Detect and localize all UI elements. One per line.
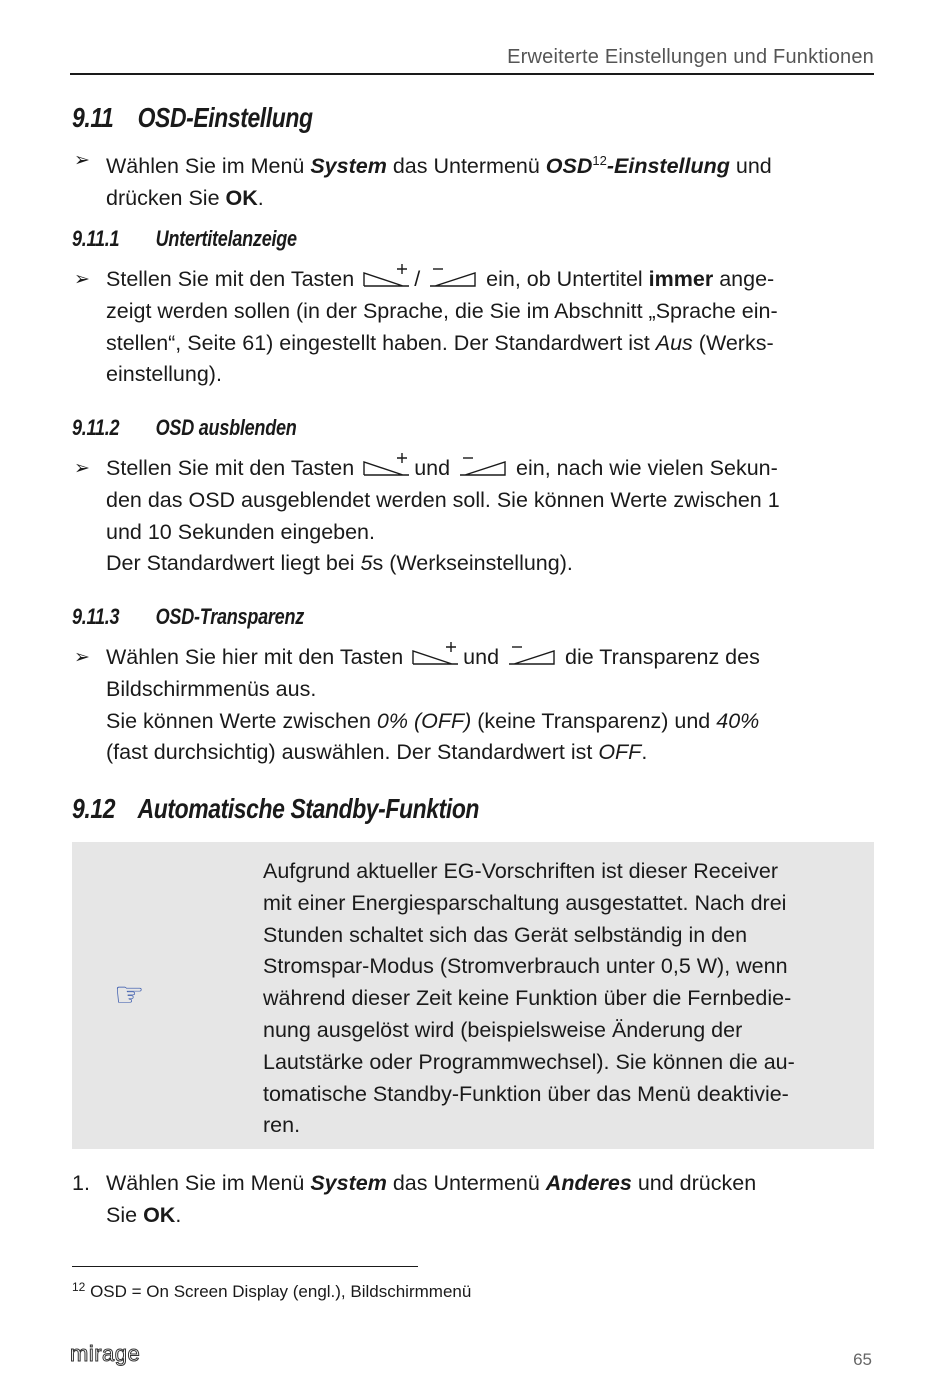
section-heading-9-12: 9.12 Automatische Standby-Funktion xyxy=(72,793,480,824)
subsection-heading-9-11-2: 9.11.2 OSD ausblenden xyxy=(72,415,297,440)
mirage-logo xyxy=(70,1344,156,1371)
plus-key-icon xyxy=(412,642,460,666)
header-rule xyxy=(70,73,874,75)
page-number: 65 xyxy=(853,1350,872,1369)
paragraph-9-11: ➢ Wählen Sie im Menü System das Untermenü OSD$^{12}$-Einstellung und drücken Sie OK. xyxy=(106,145,876,215)
bullet-arrow-icon: ➢ xyxy=(74,458,90,479)
section-heading-9-11: 9.11 OSD-Einstellung xyxy=(72,102,313,133)
note-text: Aufgrund aktueller EG-Vorschriften ist dieser Receiver mit einer Energiesparschaltung ausgestattet. Nach drei Stunden schaltet sich das Gerät selbständig in den Stromspar-Modus (Stromverbrauch unter 0,5 W), wenn während dieser Zeit keine Funktion über die Fernbedie- nung ausgelöst wird (beispielsweise Änderung der Lautstärke oder Programmwechsel). Sie können die au- tomatische Standby-Funktion über das Menü deaktivie- ren. xyxy=(263,859,795,1138)
subsection-heading-9-11-1: 9.11.1 Untertitelanzeige xyxy=(72,226,297,251)
footnote: $^{12}$ OSD = On Screen Display (engl.), Bildschirmmenü xyxy=(72,1280,472,1301)
paragraph-9-11-3: ➢ Wählen Sie hier mit den Tasten und die Transparenz des Bildschirmmenüs aus. Sie können Werte zwischen 0% (OFF) (keine Transparenz) und 40% (fast durchsichtig) auswählen. Der Standardwert ist OFF. xyxy=(106,642,876,769)
paragraph-9-11-1: ➢ Stellen Sie mit den Tasten / ein, ob Untertitel immer ange- zeigt werden sollen (in der Sprache, die Sie im Abschnitt „Sprache ein- stellen“, Seite 61) eingestellt haben. Der Standardwert ist Aus (Werks- einstellung). xyxy=(106,264,876,391)
svg-text:mirage: mirage xyxy=(70,1344,141,1366)
numbered-step-1: 1. Wählen Sie im Menü System das Untermenü Anderes und drücken Sie OK. xyxy=(72,1171,757,1227)
bullet-arrow-icon: ➢ xyxy=(74,647,90,668)
minus-key-icon xyxy=(508,642,556,666)
plus-key-icon xyxy=(363,453,411,477)
plus-key-icon xyxy=(363,264,411,288)
minus-key-icon xyxy=(429,264,477,288)
minus-key-icon xyxy=(459,453,507,477)
pointing-hand-icon: ☞ xyxy=(114,976,145,1014)
bullet-arrow-icon: ➢ xyxy=(74,269,90,290)
subsection-heading-9-11-3: 9.11.3 OSD-Transparenz xyxy=(72,604,304,629)
bullet-arrow-icon: ➢ xyxy=(74,150,90,171)
paragraph-9-11-2: ➢ Stellen Sie mit den Tasten und ein, nach wie vielen Sekun- den das OSD ausgeblendet werden soll. Sie können Werte zwischen 1 und 10 Sekunden eingeben. Der Standardwert liegt bei 5s (Werkseinstellung). xyxy=(106,453,876,580)
running-header: Erweiterte Einstellungen und Funktionen xyxy=(507,46,874,68)
footnote-rule xyxy=(72,1266,418,1267)
